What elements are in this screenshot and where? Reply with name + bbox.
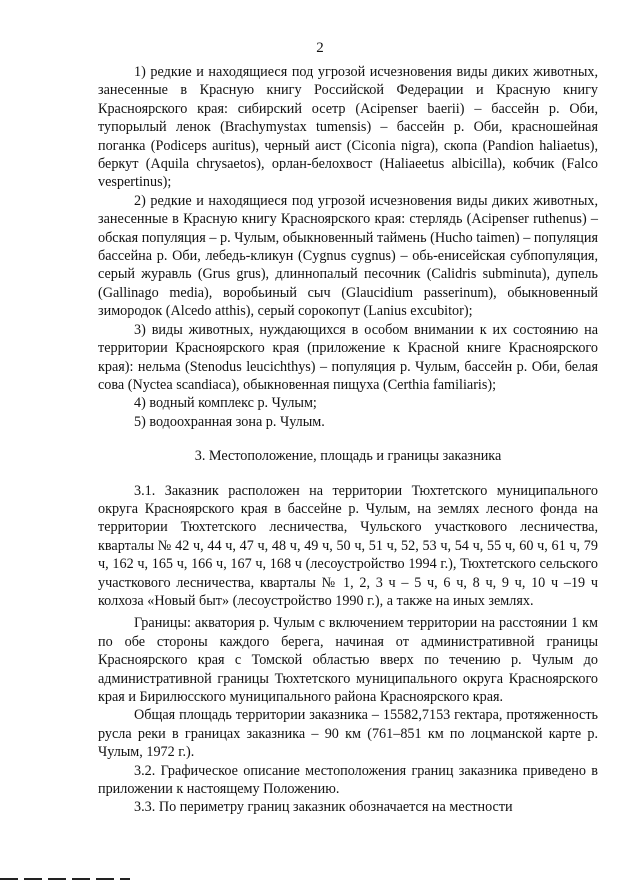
paragraph-rare-species-regional: 2) редкие и находящиеся под угрозой исчезновения виды диких животных, занесенные в Красную книгу Красноярского края: стерлядь (Acipenser ruthenus) – обская популяция – р. Чулым, обыкновенный таймень (Hucho taimen) – популяция бассейна р. Оби, лебедь-кликун (Cygnus cygnus) – обь-енисейская субпопуляция, серый журавль (Grus grus), длиннопалый песочник (Calidris subminuta), дупель (Gallinago media), воробьиный сыч (Glaucidium passerinum), обыкновенный зимородок (Alcedo atthis), серый сорокопут (Lanius excubitor); xyxy=(98,192,598,320)
paragraph-perimeter-marking: 3.3. По периметру границ заказник обозначается на местности xyxy=(134,799,513,816)
document-body xyxy=(98,63,598,817)
paragraph-graphic-description: 3.2. Графическое описание местоположения границ заказника приведено в приложении к настоящему Положению. xyxy=(98,762,598,798)
paragraph-boundaries: Границы: акватория р. Чулым с включением территории на расстоянии 1 км по обе стороны каждого берега, начиная от административной границы Красноярского края с Томской областью вверх по течению р. Чулым до административной границы Тюхтетского муниципального округа Красноярского края и Бирилюсского муниципального района Красноярского края. xyxy=(98,615,598,705)
scan-edge-artifact xyxy=(0,878,130,880)
section-heading: 3. Местоположение, площадь и границы заказника xyxy=(194,448,502,465)
paragraph-water-complex: 4) водный комплекс р. Чулым; xyxy=(134,395,317,412)
paragraph-rare-species-federal: 1) редкие и находящиеся под угрозой исчезновения виды диких животных, занесенные в Красную книгу Российской Федерации и Красную книгу Красноярского края: сибирский осетр (Acipenser baerii) – бассейн р. Оби, тупорылый ленок (Brachymystax tumensis) – бассейн р. Оби, красношейная поганка (Podiceps auritus), черный аист (Ciconia nigra), скопа (Pandion haliaetus), беркут (Aquila chrysaetos), орлан-белохвост (Haliaeetus albicilla), кобчик (Falco vespertinus); xyxy=(98,64,598,191)
paragraph-total-area: Общая площадь территории заказника – 15582,7153 гектара, протяженность русла реки в границах заказника – 90 км (761–851 км по лоцманской карте р. Чулым, 1972 г.). xyxy=(98,707,598,761)
paragraph-location: 3.1. Заказник расположен на территории Тюхтетского муниципального округа Красноярского края в бассейне р. Чулым, на землях лесного фонда на территории Тюхтетского лесничества, Чульского участкового лесничества, кварталы № 42 ч, 44 ч, 47 ч, 48 ч, 49 ч, 50 ч, 51 ч, 52, 53 ч, 54 ч, 55 ч, 60 ч, 61 ч, 79 ч, 162 ч, 165 ч, 166 ч, 167 ч, 168 ч (лесоустройство 1994 г.), Тюхтетского сельского участкового лесничества, кварталы № 1, 2, 3 ч – 5 ч, 6 ч, 8 ч, 9 ч, 10 ч –19 ч колхоза «Новый быт» (лесоустройство 1990 г.), а также на иных землях. xyxy=(98,482,598,609)
paragraph-species-special-attention: 3) виды животных, нуждающихся в особом внимании к их состоянию на территории Красноярского края (приложение к Красной книге Красноярского края): нельма (Stenodus leucichthys) – популяция р. Чулым, бассейн р. Оби, белая сова (Nyctea scandiaca), обыкновенная пищуха (Certhia familiaris); xyxy=(98,321,598,393)
page-number: 2 xyxy=(316,40,324,56)
paragraph-water-protection-zone: 5) водоохранная зона р. Чулым. xyxy=(134,413,325,430)
